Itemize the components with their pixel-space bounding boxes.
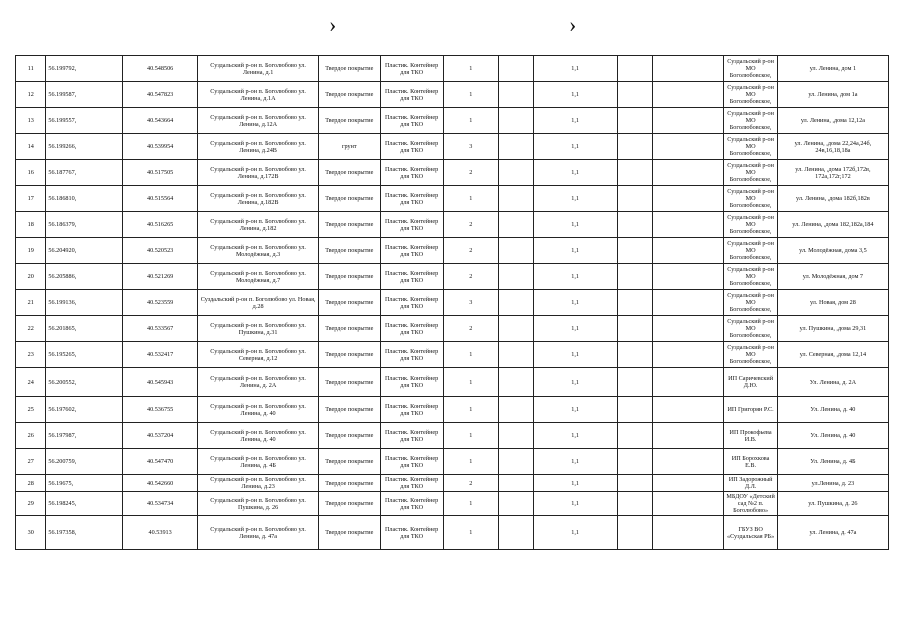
waste-source-cell: Ул. Ленина, д. 40: [777, 397, 888, 423]
empty-cell: [499, 108, 534, 134]
latitude-cell: 56.197358,: [46, 516, 123, 550]
row-number: 27: [16, 449, 46, 475]
waste-source-cell: ул. Молодёжная, дома 3,5: [777, 238, 888, 264]
row-number: 13: [16, 108, 46, 134]
empty-cell: [617, 160, 653, 186]
empty-cell: [653, 516, 724, 550]
latitude-cell: 56.187767,: [46, 160, 123, 186]
table-body: [16, 56, 889, 550]
owner-cell: Суздальский р-он МО Боголюбовское,: [724, 186, 777, 212]
empty-cell: [653, 397, 724, 423]
longitude-cell: 40.515564: [122, 186, 197, 212]
table-row: [16, 475, 889, 492]
address-cell: Суздальский р-он п. Боголюбово ул. Ленина, д.172В: [198, 160, 319, 186]
owner-cell: ИП Григорян Р.С.: [724, 397, 777, 423]
longitude-cell: 40.547470: [122, 449, 197, 475]
latitude-cell: 56.198245,: [46, 492, 123, 516]
table-row: [16, 397, 889, 423]
table-row: [16, 492, 889, 516]
longitude-cell: 40.532417: [122, 342, 197, 368]
owner-cell: ГБУЗ ВО «Суздальская РБ»: [724, 516, 777, 550]
row-number: 14: [16, 134, 46, 160]
empty-cell: [617, 56, 653, 82]
latitude-cell: 56.199136,: [46, 290, 123, 316]
owner-cell: Суздальский р-он МО Боголюбовское,: [724, 212, 777, 238]
longitude-cell: 40.536755: [122, 397, 197, 423]
container-count-cell: 1: [443, 56, 499, 82]
latitude-cell: 56.197987,: [46, 423, 123, 449]
empty-cell: [653, 108, 724, 134]
latitude-cell: 56.205886,: [46, 264, 123, 290]
latitude-cell: 56.195265,: [46, 342, 123, 368]
container-type-cell: Пластик. Контейнер для ТКО: [380, 397, 443, 423]
address-cell: Суздальский р-он п. Боголюбово ул. Ленина, д.24В: [198, 134, 319, 160]
address-cell: Суздальский р-он п. Боголюбово ул. Пушкина, д. 26: [198, 492, 319, 516]
empty-cell: [499, 368, 534, 397]
waste-source-cell: Ул. Ленина, д. 40: [777, 423, 888, 449]
table-row: [16, 82, 889, 108]
owner-cell: Суздальский р-он МО Боголюбовское,: [724, 342, 777, 368]
latitude-cell: 56.199557,: [46, 108, 123, 134]
surface-cell: грунт: [318, 134, 380, 160]
container-volume-cell: 1,1: [533, 475, 617, 492]
container-volume-cell: 1,1: [533, 160, 617, 186]
table-row: [16, 264, 889, 290]
surface-cell: Твердое покрытие: [318, 449, 380, 475]
empty-cell: [499, 316, 534, 342]
surface-cell: Твердое покрытие: [318, 423, 380, 449]
empty-cell: [617, 264, 653, 290]
owner-cell: Суздальский р-он МО Боголюбовское,: [724, 134, 777, 160]
owner-cell: ИП Борохкова Е.В.: [724, 449, 777, 475]
address-cell: Суздальский р-он п. Боголюбово ул. Ленина, д. 40: [198, 423, 319, 449]
owner-cell: МБДОУ «Детский сад №2 п. Боголюбово»: [724, 492, 777, 516]
container-count-cell: 1: [443, 82, 499, 108]
empty-cell: [653, 368, 724, 397]
row-number: 23: [16, 342, 46, 368]
row-number: 30: [16, 516, 46, 550]
latitude-cell: 56.186379,: [46, 212, 123, 238]
empty-cell: [653, 160, 724, 186]
row-number: 18: [16, 212, 46, 238]
container-volume-cell: 1,1: [533, 516, 617, 550]
table-row: [16, 316, 889, 342]
waste-source-cell: ул.Ленина, д. 23: [777, 475, 888, 492]
empty-cell: [617, 212, 653, 238]
container-volume-cell: 1,1: [533, 238, 617, 264]
empty-cell: [499, 290, 534, 316]
longitude-cell: 40.545943: [122, 368, 197, 397]
container-type-cell: Пластик. Контейнер для ТКО: [380, 134, 443, 160]
address-cell: Суздальский р-он п. Боголюбово ул. Ленина, д.182В: [198, 186, 319, 212]
longitude-cell: 40.523559: [122, 290, 197, 316]
row-number: 19: [16, 238, 46, 264]
container-type-cell: Пластик. Контейнер для ТКО: [380, 160, 443, 186]
container-type-cell: Пластик. Контейнер для ТКО: [380, 56, 443, 82]
table-row: [16, 238, 889, 264]
container-volume-cell: 1,1: [533, 368, 617, 397]
empty-cell: [653, 423, 724, 449]
empty-cell: [653, 290, 724, 316]
container-count-cell: 1: [443, 342, 499, 368]
empty-cell: [499, 342, 534, 368]
latitude-cell: 56.199266,: [46, 134, 123, 160]
container-volume-cell: 1,1: [533, 186, 617, 212]
container-count-cell: 1: [443, 368, 499, 397]
owner-cell: ИП Саричевский Д.Ю.: [724, 368, 777, 397]
empty-cell: [653, 134, 724, 160]
latitude-cell: 56.204920,: [46, 238, 123, 264]
latitude-cell: 56.201865,: [46, 316, 123, 342]
container-count-cell: 1: [443, 492, 499, 516]
empty-cell: [653, 82, 724, 108]
waste-source-cell: ул. Ленина, д. 47а: [777, 516, 888, 550]
waste-source-cell: ул. Новая, дом 28: [777, 290, 888, 316]
row-number: 28: [16, 475, 46, 492]
container-type-cell: Пластик. Контейнер для ТКО: [380, 475, 443, 492]
container-type-cell: Пластик. Контейнер для ТКО: [380, 186, 443, 212]
container-volume-cell: 1,1: [533, 290, 617, 316]
empty-cell: [653, 186, 724, 212]
container-volume-cell: 1,1: [533, 316, 617, 342]
address-cell: Суздальский р-он п. Боголюбово ул. Пушкина, д.31: [198, 316, 319, 342]
empty-cell: [617, 238, 653, 264]
container-type-cell: Пластик. Контейнер для ТКО: [380, 212, 443, 238]
waste-source-cell: ул. Ленина, дом 1: [777, 56, 888, 82]
container-count-cell: 3: [443, 134, 499, 160]
waste-source-cell: ул. Ленина, ,дома 22,24а,24б, 24в,16,18,18а: [777, 134, 888, 160]
row-number: 29: [16, 492, 46, 516]
empty-cell: [499, 160, 534, 186]
surface-cell: Твердое покрытие: [318, 475, 380, 492]
row-number: 25: [16, 397, 46, 423]
container-count-cell: 1: [443, 423, 499, 449]
container-type-cell: Пластик. Контейнер для ТКО: [380, 516, 443, 550]
empty-cell: [653, 264, 724, 290]
row-number: 22: [16, 316, 46, 342]
empty-cell: [653, 475, 724, 492]
waste-source-cell: ул. Пушкина, ,дома 29,31: [777, 316, 888, 342]
latitude-cell: 56.186810,: [46, 186, 123, 212]
empty-cell: [653, 212, 724, 238]
empty-cell: [617, 397, 653, 423]
latitude-cell: 56.200759,: [46, 449, 123, 475]
address-cell: Суздальский р-он п. Боголюбово ул. Ленина, д.182: [198, 212, 319, 238]
latitude-cell: 56.199792,: [46, 56, 123, 82]
address-cell: Суздальский р-он п. Боголюбово ул. Ленина, д.1А: [198, 82, 319, 108]
empty-cell: [617, 108, 653, 134]
empty-cell: [617, 475, 653, 492]
longitude-cell: 40.537204: [122, 423, 197, 449]
row-number: 20: [16, 264, 46, 290]
container-volume-cell: 1,1: [533, 212, 617, 238]
table-row: [16, 134, 889, 160]
surface-cell: Твердое покрытие: [318, 108, 380, 134]
container-type-cell: Пластик. Контейнер для ТКО: [380, 368, 443, 397]
surface-cell: Твердое покрытие: [318, 186, 380, 212]
surface-cell: Твердое покрытие: [318, 264, 380, 290]
waste-source-cell: ул. Ленина, ,дома 172б,172в, 172а,172г,172: [777, 160, 888, 186]
owner-cell: ИП Прокофьева И.В.: [724, 423, 777, 449]
container-volume-cell: 1,1: [533, 492, 617, 516]
latitude-cell: 56.200552,: [46, 368, 123, 397]
owner-cell: Суздальский р-он МО Боголюбовское,: [724, 82, 777, 108]
waste-source-cell: ул. Ленина, ,дома 12,12а: [777, 108, 888, 134]
container-volume-cell: 1,1: [533, 82, 617, 108]
table-row: [16, 160, 889, 186]
container-type-cell: Пластик. Контейнер для ТКО: [380, 342, 443, 368]
longitude-cell: 40.548506: [122, 56, 197, 82]
empty-cell: [499, 238, 534, 264]
address-cell: Суздальский р-он п. Боголюбово ул. Новая, д.28: [198, 290, 319, 316]
container-count-cell: 1: [443, 108, 499, 134]
container-volume-cell: 1,1: [533, 397, 617, 423]
table-row: [16, 290, 889, 316]
waste-source-cell: ул. Северная, ,дома 12,14: [777, 342, 888, 368]
container-volume-cell: 1,1: [533, 449, 617, 475]
surface-cell: Твердое покрытие: [318, 212, 380, 238]
waste-source-cell: Ул. Ленина, д. 2А: [777, 368, 888, 397]
table-row: [16, 368, 889, 397]
address-cell: Суздальский р-он п. Боголюбово ул. Северная, д.12: [198, 342, 319, 368]
empty-cell: [499, 82, 534, 108]
container-volume-cell: 1,1: [533, 56, 617, 82]
waste-source-cell: Ул. Ленина, д. 4Б: [777, 449, 888, 475]
empty-cell: [499, 56, 534, 82]
owner-cell: Суздальский р-он МО Боголюбовское,: [724, 238, 777, 264]
empty-cell: [617, 134, 653, 160]
empty-cell: [499, 423, 534, 449]
container-volume-cell: 1,1: [533, 264, 617, 290]
longitude-cell: 40.521269: [122, 264, 197, 290]
scan-mark-right: ›: [569, 12, 577, 37]
scan-mark-left: ›: [329, 12, 337, 37]
row-number: 16: [16, 160, 46, 186]
longitude-cell: 40.533567: [122, 316, 197, 342]
surface-cell: Твердое покрытие: [318, 492, 380, 516]
container-count-cell: 1: [443, 397, 499, 423]
surface-cell: Твердое покрытие: [318, 316, 380, 342]
latitude-cell: 56.19675,: [46, 475, 123, 492]
container-count-cell: 2: [443, 264, 499, 290]
empty-cell: [653, 449, 724, 475]
container-type-cell: Пластик. Контейнер для ТКО: [380, 238, 443, 264]
surface-cell: Твердое покрытие: [318, 368, 380, 397]
row-number: 17: [16, 186, 46, 212]
container-count-cell: 2: [443, 316, 499, 342]
container-count-cell: 1: [443, 449, 499, 475]
empty-cell: [617, 449, 653, 475]
empty-cell: [617, 82, 653, 108]
container-type-cell: Пластик. Контейнер для ТКО: [380, 264, 443, 290]
surface-cell: Твердое покрытие: [318, 290, 380, 316]
empty-cell: [653, 316, 724, 342]
owner-cell: Суздальский р-он МО Боголюбовское,: [724, 316, 777, 342]
row-number: 26: [16, 423, 46, 449]
surface-cell: Твердое покрытие: [318, 160, 380, 186]
longitude-cell: 40.517505: [122, 160, 197, 186]
container-volume-cell: 1,1: [533, 108, 617, 134]
container-count-cell: 3: [443, 290, 499, 316]
container-count-cell: 2: [443, 475, 499, 492]
address-cell: Суздальский р-он п. Боголюбово ул. Ленина, д.1: [198, 56, 319, 82]
scan-marks: [0, 14, 904, 44]
surface-cell: Твердое покрытие: [318, 56, 380, 82]
container-type-cell: Пластик. Контейнер для ТКО: [380, 492, 443, 516]
empty-cell: [499, 134, 534, 160]
address-cell: Суздальский р-он п. Боголюбово ул. Ленина, д.23: [198, 475, 319, 492]
waste-source-cell: ул. Ленина, ,дома 182б,182в: [777, 186, 888, 212]
empty-cell: [617, 342, 653, 368]
empty-cell: [499, 492, 534, 516]
owner-cell: Суздальский р-он МО Боголюбовское,: [724, 264, 777, 290]
latitude-cell: 56.199587,: [46, 82, 123, 108]
table-row: [16, 516, 889, 550]
container-volume-cell: 1,1: [533, 134, 617, 160]
longitude-cell: 40.516265: [122, 212, 197, 238]
empty-cell: [653, 342, 724, 368]
empty-cell: [617, 516, 653, 550]
row-number: 11: [16, 56, 46, 82]
longitude-cell: 40.547823: [122, 82, 197, 108]
empty-cell: [653, 56, 724, 82]
container-count-cell: 2: [443, 238, 499, 264]
address-cell: Суздальский р-он п. Боголюбово ул. Ленина, д. 4Б: [198, 449, 319, 475]
empty-cell: [499, 264, 534, 290]
table-row: [16, 449, 889, 475]
table-row: [16, 423, 889, 449]
waste-source-cell: ул. Молодёжная, дом 7: [777, 264, 888, 290]
owner-cell: ИП Задорожный Д.Л.: [724, 475, 777, 492]
surface-cell: Твердое покрытие: [318, 516, 380, 550]
table-row: [16, 56, 889, 82]
longitude-cell: 40.543664: [122, 108, 197, 134]
longitude-cell: 40.520523: [122, 238, 197, 264]
longitude-cell: 40.534734: [122, 492, 197, 516]
empty-cell: [499, 397, 534, 423]
waste-sites-table: [15, 55, 889, 550]
surface-cell: Твердое покрытие: [318, 82, 380, 108]
empty-cell: [617, 423, 653, 449]
container-type-cell: Пластик. Контейнер для ТКО: [380, 82, 443, 108]
address-cell: Суздальский р-он п. Боголюбово ул. Ленина, д. 2А: [198, 368, 319, 397]
container-count-cell: 2: [443, 212, 499, 238]
empty-cell: [499, 516, 534, 550]
address-cell: Суздальский р-он п. Боголюбово ул. Ленина, д. 47а: [198, 516, 319, 550]
longitude-cell: 40.542660: [122, 475, 197, 492]
empty-cell: [499, 212, 534, 238]
address-cell: Суздальский р-он п. Боголюбово ул. Молодёжная, д.7: [198, 264, 319, 290]
empty-cell: [499, 449, 534, 475]
table-row: [16, 186, 889, 212]
owner-cell: Суздальский р-он МО Боголюбовское,: [724, 160, 777, 186]
empty-cell: [653, 492, 724, 516]
owner-cell: Суздальский р-он МО Боголюбовское,: [724, 108, 777, 134]
waste-source-cell: ул. Ленина, дом 1а: [777, 82, 888, 108]
owner-cell: Суздальский р-он МО Боголюбовское,: [724, 290, 777, 316]
table-row: [16, 108, 889, 134]
empty-cell: [617, 368, 653, 397]
surface-cell: Твердое покрытие: [318, 397, 380, 423]
empty-cell: [499, 475, 534, 492]
address-cell: Суздальский р-он п. Боголюбово ул. Ленина, д.12А: [198, 108, 319, 134]
empty-cell: [499, 186, 534, 212]
owner-cell: Суздальский р-он МО Боголюбовское,: [724, 56, 777, 82]
empty-cell: [617, 492, 653, 516]
container-type-cell: Пластик. Контейнер для ТКО: [380, 423, 443, 449]
empty-cell: [653, 238, 724, 264]
longitude-cell: 40.539954: [122, 134, 197, 160]
empty-cell: [617, 290, 653, 316]
latitude-cell: 56.197602,: [46, 397, 123, 423]
row-number: 12: [16, 82, 46, 108]
container-type-cell: Пластик. Контейнер для ТКО: [380, 316, 443, 342]
container-count-cell: 2: [443, 160, 499, 186]
container-volume-cell: 1,1: [533, 342, 617, 368]
surface-cell: Твердое покрытие: [318, 238, 380, 264]
container-count-cell: 1: [443, 186, 499, 212]
container-type-cell: Пластик. Контейнер для ТКО: [380, 290, 443, 316]
waste-source-cell: ул. Ленина, ,дома 182,182а,184: [777, 212, 888, 238]
surface-cell: Твердое покрытие: [318, 342, 380, 368]
container-type-cell: Пластик. Контейнер для ТКО: [380, 108, 443, 134]
table-row: [16, 342, 889, 368]
longitude-cell: 40.53913: [122, 516, 197, 550]
address-cell: Суздальский р-он п. Боголюбово ул. Молодёжная, д.3: [198, 238, 319, 264]
waste-source-cell: ул. Пушкина, д. 26: [777, 492, 888, 516]
empty-cell: [617, 316, 653, 342]
container-volume-cell: 1,1: [533, 423, 617, 449]
container-type-cell: Пластик. Контейнер для ТКО: [380, 449, 443, 475]
table-row: [16, 212, 889, 238]
row-number: 21: [16, 290, 46, 316]
row-number: 24: [16, 368, 46, 397]
container-count-cell: 1: [443, 516, 499, 550]
empty-cell: [617, 186, 653, 212]
address-cell: Суздальский р-он п. Боголюбово ул. Ленина, д. 40: [198, 397, 319, 423]
